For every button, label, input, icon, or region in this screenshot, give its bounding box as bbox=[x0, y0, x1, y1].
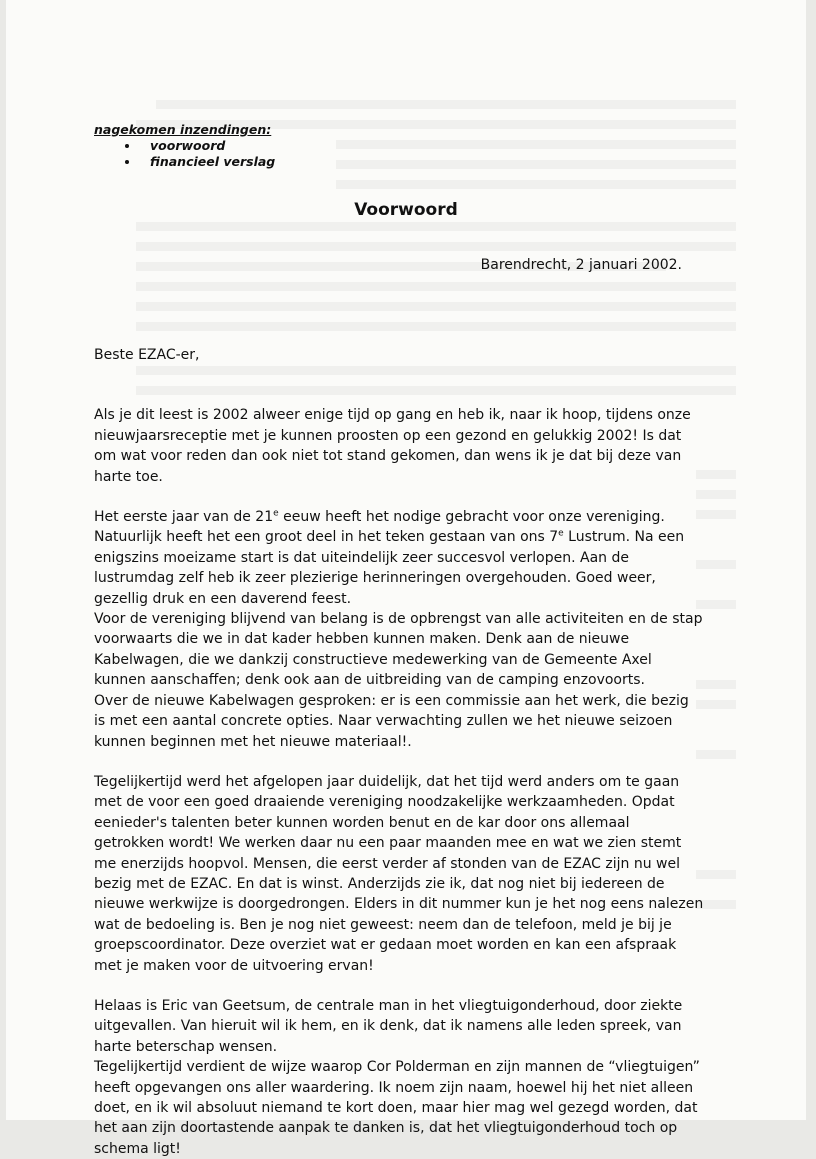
letter-body bbox=[94, 345, 704, 1159]
paragraph-3: Voor de vereniging blijvend van belang is de opbrengst van alle activiteiten en de stap voorwaarts die we in dat kader hebben kunnen maken. Denk aan de nieuwe Kabelwagen, die we dankzij constructieve medewerking van de Gemeente Axel kunnen aanschaffen; denk ook aan de uitbreiding van de camping enzovoorts. bbox=[94, 611, 703, 689]
late-submissions-note bbox=[94, 122, 275, 170]
list-item: • voorwoord bbox=[140, 138, 275, 154]
paragraph-2 bbox=[94, 507, 704, 609]
salutation: Beste EZAC-er, bbox=[94, 347, 200, 363]
paragraph-5: Tegelijkertijd werd het afgelopen jaar duidelijk, dat het tijd werd anders om te gaan met de voor een goed draaiende vereniging noodzakelijke werkzaamheden. Opdat eenieder's talenten beter kunnen worden benut en de kar door ons allemaal getrokken wordt! We werken daar nu een paar maanden mee en wat we zien stemt me enerzijds hoopvol. Mensen, die eerst verder af stonden van de EZAC zijn nu wel bezig met de EZAC. En dat is winst. Anderzijds zie ik, dat nog niet bij iedereen de nieuwe werkwijze is doorgedrongen. Elders in dit nummer kun je het nog eens nalezen wat de bedoeling is. Ben je nog niet geweest: neem dan de telefoon, meld je bij je groepscoordinator. Deze overziet wat er gedaan moet worden en kan een afspraak met je maken voor de uitvoering ervan! bbox=[94, 773, 704, 974]
document-page bbox=[6, 0, 806, 1157]
paragraph-4: Over de nieuwe Kabelwagen gesproken: er is een commissie aan het werk, die bezig is met een aantal concrete opties. Naar verwachting zullen we het nieuwe seizoen kunnen beginnen met het nieuwe materiaal!. bbox=[94, 692, 689, 750]
paragraph-2-part-a: Het eerste jaar van de 21 bbox=[94, 509, 274, 526]
paragraph-6: Helaas is Eric van Geetsum, de centrale man in het vliegtuigonderhoud, door ziekte uitgevallen. Van hieruit wil ik hem, en ik denk, dat ik namens alle leden spreek, van harte beterschap wensen. bbox=[94, 997, 683, 1055]
paragraph-2-part-b: eeuw heeft het nodige gebracht voor onze vereniging. Natuurlijk heeft het een groot deel in het teken gestaan van ons 7 bbox=[94, 509, 665, 546]
late-submissions-heading: nagekomen inzendingen: bbox=[94, 122, 272, 137]
ordinal-suffix: e bbox=[558, 528, 564, 539]
late-submissions-list bbox=[94, 138, 275, 170]
page-title: Voorwoord bbox=[354, 200, 458, 220]
ordinal-suffix: e bbox=[273, 508, 279, 519]
paragraph-2-part-c: Lustrum. Na een enigszins moeizame start is dat uiteindelijk zeer succesvol verlopen. Aan de lustrumdag zelf heb ik zeer plezierige herinneringen overgehouden. Goed weer, gezellig druk en een daverend feest. bbox=[94, 529, 685, 607]
list-item: • financieel verslag bbox=[140, 154, 275, 170]
paragraph-1: Als je dit leest is 2002 alweer enige tijd op gang en heb ik, naar ik hoop, tijdens onze nieuwjaarsreceptie met je kunnen proosten op een gezond en gelukkig 2002! Is dat om wat voor reden dan ook niet tot stand gekomen, dan wens ik je dat bij deze van harte toe. bbox=[94, 407, 691, 485]
date-line: Barendrecht, 2 januari 2002. bbox=[480, 257, 682, 273]
paragraph-7: Tegelijkertijd verdient de wijze waarop Cor Polderman en zijn mannen de “vliegtuigen” heeft opgevangen ons aller waardering. Ik noem zijn naam, hoewel hij het niet alleen doet, en ik wil absoluut niemand te kort doen, maar hier mag wel gezegd worden, dat het aan zijn doortastende aanpak te danken is, dat het vliegtuigonderhoud toch op schema ligt! bbox=[94, 1059, 700, 1157]
